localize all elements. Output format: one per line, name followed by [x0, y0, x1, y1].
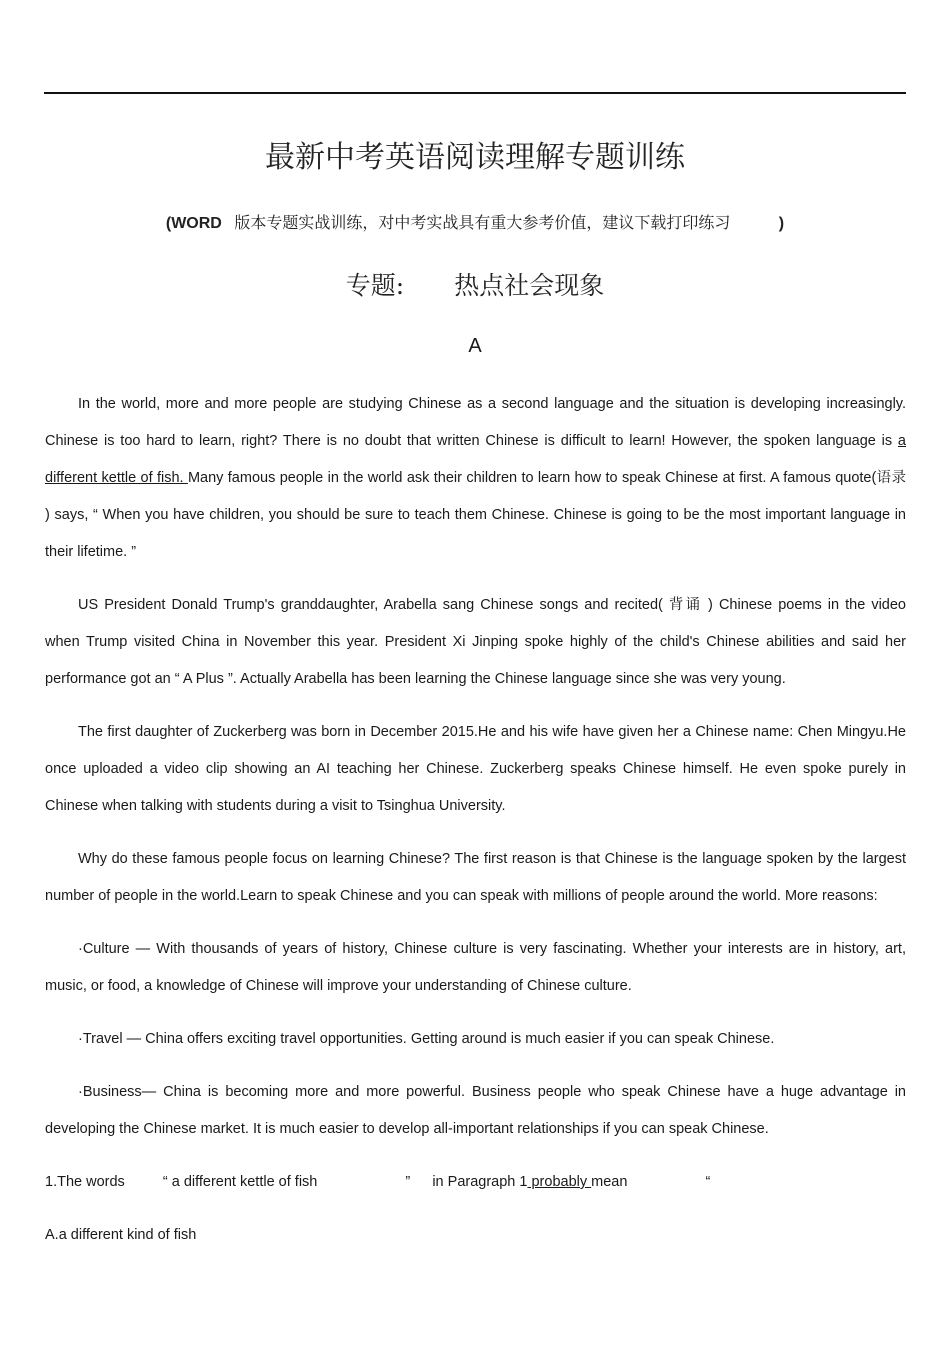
- underlined-phrase: a different kettle of fish.: [45, 433, 906, 486]
- option-a: A.a different kind of fish: [45, 1227, 197, 1243]
- passage: [45, 386, 906, 1254]
- bullet-business: ·Business— China is becoming more and more powerful. Business people who speak Chinese have a huge advantage in developing the Chinese market. It is much easier to develop all-important relationships if you can speak Chinese.: [45, 1084, 906, 1137]
- quote-open-2: “: [705, 1174, 711, 1190]
- question-1-lead: 1.The words: [45, 1174, 125, 1190]
- question-1-underlined: probably: [527, 1174, 592, 1190]
- subtitle-close: ): [778, 215, 785, 232]
- question-1: [45, 1164, 906, 1201]
- subtitle-text: 版本专题实战训练，对中考实战具有重大参考价值，建议下载打印练习: [234, 215, 731, 232]
- topic-name: 热点社会现象: [454, 271, 605, 300]
- subtitle-word: (WORD: [165, 215, 222, 232]
- question-1-paragraph-ref: in Paragraph 1: [432, 1174, 528, 1190]
- paragraph-4: Why do these famous people focus on learning Chinese? The first reason is that Chinese is the language spoken by the largest number of people in the world.Learn to speak Chinese and you can speak with millions of people around the world. More reasons:: [45, 851, 906, 904]
- bullet-travel: ·Travel — China offers exciting travel opportunities. Getting around is much easier if you can speak Chinese.: [78, 1031, 775, 1047]
- paragraph-2: US President Donald Trump's granddaughter, Arabella sang Chinese songs and recited( 背诵 ) Chinese poems in the video when Trump visited China in November this year. President Xi Jinping spoke highly of the child's Chinese abilities and said her performance got an “ A Plus ”. Actually Arabella has been learning the Chinese language since she was very young.: [45, 597, 906, 687]
- page-title: 最新中考英语阅读理解专题训练: [265, 140, 685, 175]
- section-label: A: [468, 335, 482, 357]
- question-1-mean: mean: [591, 1174, 628, 1190]
- quote-close: ”: [405, 1174, 411, 1190]
- paragraph-3: The first daughter of Zuckerberg was born in December 2015.He and his wife have given her a Chinese name: Chen Mingyu.He once uploaded a video clip showing an AI teaching her Chinese. Zuckerberg speaks Chinese himself. He even spoke purely in Chinese when talking with students during a visit to Tsinghua University.: [45, 724, 906, 814]
- topic-heading: [0, 266, 950, 302]
- question-1-phrase: a different kettle of fish: [171, 1174, 318, 1190]
- paragraph-1-text-b: Many famous people in the world ask their children to learn how to speak Chinese at first. A famous quote(语录 ) says, “ When you have children, you should be sure to teach them Chinese. Chinese is going to be the most important language in their lifetime. ”: [45, 470, 906, 560]
- top-rule: [44, 92, 906, 94]
- topic-label: 专题:: [345, 271, 405, 300]
- subtitle: [0, 210, 950, 233]
- paragraph-1-text-a: In the world, more and more people are studying Chinese as a second language and the situation is developing increasingly. Chinese is too hard to learn, right? There is no doubt that written Chinese is difficult to learn! However, the spoken language is: [45, 396, 906, 449]
- bullet-culture: ·Culture — With thousands of years of history, Chinese culture is very fascinating. Whether your interests are in history, art, music, or food, a knowledge of Chinese will improve your understanding of Chinese culture.: [45, 941, 906, 994]
- quote-open: “: [162, 1174, 168, 1190]
- paragraph-1: [45, 386, 906, 571]
